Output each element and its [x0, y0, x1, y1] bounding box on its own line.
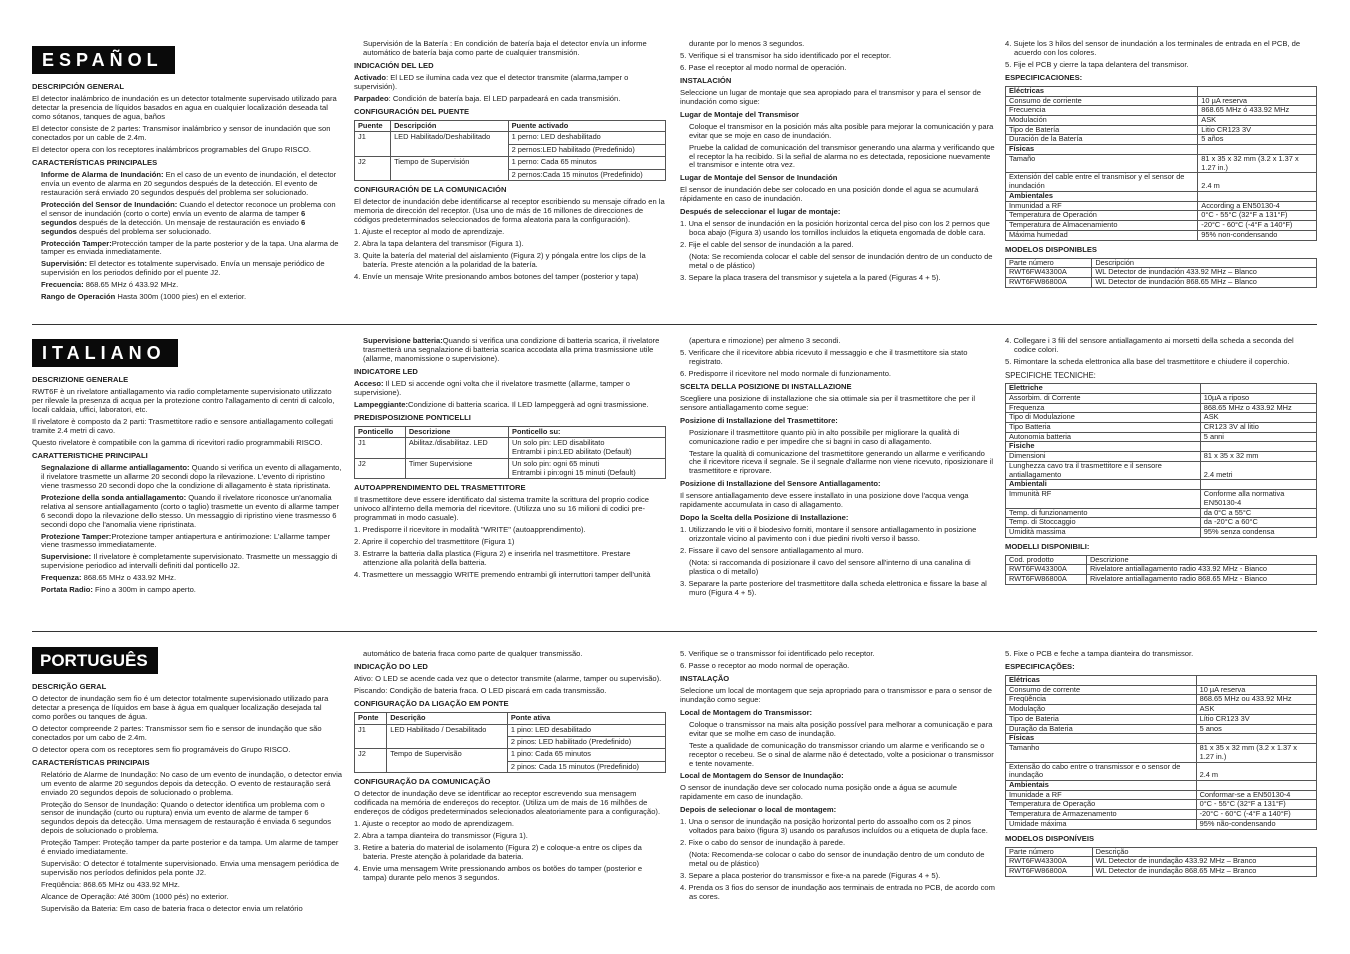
table-row: Físicas	[1006, 145, 1317, 155]
list-item: 3. Quite la batería del material del aislamiento (Figura 2) y póngala entre los clips de la batería. Preste atención a la polaridad de la batería.	[354, 251, 646, 270]
it-spec-heading: SPECIFICHE TECNICHE:	[1005, 370, 1096, 380]
it-models-heading: MODELLI DISPONIBILI:	[1005, 541, 1090, 551]
table-row: Modulação ASK	[1006, 705, 1317, 715]
table-row: Dimensioni 81 x 35 x 32 mm	[1006, 452, 1317, 462]
list-item: 1. Una el sensor de inundación en la posición horizontal cerca del piso con los 2 pernos que boca abajo (Figura 3) usando los tornillos incluidos la etiqueta engomada de doble cara.	[680, 219, 990, 238]
es-general-paragraph-1: El detector inalámbrico de inundación es un detector totalmente supervisado utilizado para detectar la presencia de líquidos basados en agua en cualquier localización deseada tal como sótanos, tanques de agua, baños	[32, 94, 337, 122]
it-spec-table	[1005, 383, 1317, 538]
table-row: Frequenza 868.65 MHz o 433.92 MHz	[1006, 403, 1317, 413]
it-feature-alarm: • Segnalazione di allarme antiallagamento: Quando si verifica un evento di allagamento, il rivelatore trasmette un allarme 20 secondi dopo la rilevazione. L'evento di ripristino viene trasmesso 20 secondi dopo che la condizione di allagamento è stata ripristinata.	[41, 464, 342, 491]
it-feature-range: • Portata Radio: Fino a 300m in campo aperto.	[41, 586, 342, 595]
list-item: 1. Predisporre il ricevitore in modalità "WRITE" (autoapprendimento).	[354, 525, 586, 535]
section-portugues	[32, 645, 1317, 945]
list-item: 3. Separare la parte posteriore del trasmettitore dalla scheda elettronica e fissare la base al muro (Figura 4 + 5).	[680, 578, 987, 597]
table-row: Duración de la Batería 5 años	[1006, 135, 1317, 145]
es-language-title: ESPAÑOL	[32, 46, 175, 74]
table-row: Temp. di funzionamento da 0°C a 55°C	[1006, 508, 1317, 518]
list-item: 3. Retire a bateria do material de isolamento (Figura 2) e coloque-a entre os clipes da bateria. Preste atenção à polaridade da bateria.	[354, 843, 642, 862]
pt-general-paragraph-2: O detector compreende 2 partes: Transmissor sem fio e sensor de inundação que são conectados por um cabo de 2.4m.	[32, 723, 322, 742]
table-row: Tamanho 81 x 35 x 32 mm (3.2 x 1.37 x 1.27 in.)	[1006, 744, 1317, 762]
pt-jumper-table	[354, 712, 666, 774]
table-row: J2 Tempo de Supervisão 1 pino: Cada 65 minutos 2 pinos: Cada 15 minutos (Predefinido)	[355, 748, 666, 772]
pt-column-4	[1005, 645, 1317, 945]
table-row: Tipo di Modulazione ASK	[1006, 413, 1317, 423]
table-row: Máxima humedad 95% non-condensando	[1006, 230, 1317, 240]
it-general-paragraph-3: Questo rivelatore è compatibile con la gamma di ricevitori radio programmabili RISCO.	[32, 437, 323, 447]
table-header-row: Puente Descripción Puente activado	[355, 120, 666, 132]
list-item: 5. Fije el PCB y cierre la tapa delantera del transmisor.	[1005, 59, 1189, 69]
table-row: Imunidade a RF Conformar-se a EN50130-4	[1006, 790, 1317, 800]
list-item: 6. Predisporre il ricevitore nel modo normale di funzionamento.	[680, 368, 892, 378]
it-after-heading: Dopo la Scelta della Posizione di Installazione:	[680, 513, 849, 523]
table-row: Immunità RF Conforme alla normativa EN50130-4	[1006, 490, 1317, 508]
es-after-heading: Después de seleccionar el lugar de montaje:	[680, 207, 841, 217]
table-header-row: Parte número Descrição	[1006, 847, 1317, 857]
pt-models-table	[1005, 847, 1317, 877]
pt-comm-paragraph: O detector de inundação deve se identificar ao receptor escrevendo sua mensagem codificada na memória de endereços do receptor. (Utiliza um de mais de 16 milhões de endereços de códigos predeterminados selecionados aleatoriamente para a configuração).	[354, 789, 661, 817]
it-column-1	[32, 337, 342, 622]
list-item: 4. Envie uma mensagem Write pressionando ambos os botões do tamper (posterior e tampa) durante pelo menos 3 segundos.	[354, 864, 643, 883]
pt-transmitter-heading: Local de Montagem do Transmissor:	[680, 707, 813, 717]
pt-column-2	[354, 645, 666, 945]
table-row: RWT6FW86800A WL Detector de inundación 868.65 MHz – Blanco	[1006, 277, 1317, 287]
list-item: 5. Fixe o PCB e feche a tampa dianteira do transmissor.	[1005, 649, 1194, 658]
list-item: 5. Verifique se o transmissor foi identificado pelo receptor.	[680, 649, 875, 658]
pt-general-paragraph-1: O detector de inundação sem fio é um detector totalmente supervisionado utilizado para detectar a presença de líquidos em base à água em qualquer localização desejada tal como porões ou tanques de água.	[32, 694, 329, 721]
list-item: • Proteção do Sensor de Inundação: Quando o detector identifica um problema com o sensor de inundação (curto ou ruptura) envia um evento de alarme de tamper 6 segundos depois da detecção. Uma mensagem de restauração é enviada 6 segundos depois de solucionado o problema.	[41, 801, 342, 837]
table-header-row: Ponte Descrição Ponte ativa	[355, 712, 666, 724]
section-divider	[32, 324, 1317, 325]
table-header-row: Parte número Descripción	[1006, 258, 1317, 268]
table-row: Tamaño 81 x 35 x 32 mm (3.2 x 1.37 x 1.27 in.)	[1006, 154, 1317, 172]
table-row: Temperatura de Operación 0°C - 55°C (32°F a 131°F)	[1006, 211, 1317, 221]
list-item: • Proteção Tamper: Proteção tamper da parte posterior e da tampa. Um alarme de tamper é enviado imediatamente.	[41, 839, 342, 857]
pt-features-heading: CARACTERÍSTICAS PRINCIPAIS	[32, 757, 150, 767]
es-led-blink: Parpadeo: Condición de batería baja. El LED parpadeará en cada transmisión.	[354, 93, 621, 103]
table-row: Duração da Bateria 5 anos	[1006, 724, 1317, 734]
es-step-continuation: durante por lo menos 3 segundos.	[689, 40, 805, 48]
list-item: 5. Verifique si el transmisor ha sido identificado por el receptor.	[680, 50, 892, 60]
it-learn-steps	[354, 526, 666, 580]
es-transmitter-heading: Lugar de Montaje del Transmisor	[680, 109, 799, 119]
list-item: • Coloque el transmisor en la posición más alta posible para mejorar la comunicación y para evitar que se moje en caso de inundación.	[689, 123, 998, 141]
es-feature-range: • Rango de Operación Hasta 300m (1000 pies) en el exterior.	[41, 293, 342, 302]
it-transmitter-heading: Posizione di Installazione del Trasmettitore:	[680, 415, 838, 425]
it-learn-heading: AUTOAPPRENDIMENTO DEL TRASMETTITORE	[354, 483, 526, 493]
it-install-paragraph: Scegliere una posizione di installazione che sia ottimale sia per il trasmettitore che per il sensore antiallagamento come segue:	[680, 393, 976, 412]
list-item: 6. Pase el receptor al modo normal de operación.	[680, 62, 847, 72]
es-battery-supervision: • Supervisión de la Batería : En condición de batería baja el detector envía un informe automático de batería baja como parte de cualquier transmisión.	[363, 40, 666, 58]
list-item: 2. Fissare il cavo del sensore antiallagamento al muro.	[680, 546, 864, 556]
es-feature-sensor-protection: • Protección del Sensor de Inundación: Cuando el detector reconoce un problema con el sensor de inundación (corto o corte) envía un evento de alarma de tamper 6 segundos después de la detección. Un mensaje de restauración es enviado 6 segundos después del problema ser solucionado.	[41, 201, 342, 237]
es-spec-table	[1005, 86, 1317, 241]
list-item: 3. Separe a placa posterior do transmissor e fixe-a na parede (Figuras 4 + 5).	[680, 871, 941, 881]
list-item: • Supervisão: O detector é totalmente supervisionado. Envia uma mensagem periódica de supervisão nos períodos definidos pela ponte J2.	[41, 860, 342, 878]
es-models-heading: MODELOS DISPONIBLES	[1005, 244, 1097, 254]
es-install-paragraph: Seleccione un lugar de montaje que sea apropiado para el transmisor y para el sensor de inundación como sigue:	[680, 87, 981, 106]
es-comm-paragraph: El detector de inundación debe identificarse al receptor escribiendo su mensaje cifrado en la memoria de dirección del receptor. (Usa uno de más de 16 millones de direcciones de códigos predeterminados seleccionados de forma aleatoria para la configuración).	[354, 197, 665, 225]
table-row: J1 LED Habilitado / Desabilitado 1 pino: LED desabilitado 2 pinos: LED habilitado (Predefinido)	[355, 724, 666, 748]
it-sensor-paragraph: Il sensore antiallagamento deve essere installato in una posizione dove l'acqua venga rapidamente accumulata in caso di allagamento.	[680, 491, 969, 510]
pt-general-heading: DESCRIÇÃO GERAL	[32, 682, 107, 692]
list-item: 2. Abra la tapa delantera del transmisor (Figura 1).	[354, 239, 524, 249]
it-jumper-table	[354, 426, 666, 480]
table-row: Temp. di Stoccaggio da -20°C a 60°C	[1006, 518, 1317, 528]
table-row: Ambientais	[1006, 780, 1317, 790]
list-item: 6. Passe o receptor ao modo normal de operação.	[680, 660, 850, 670]
pt-sensor-paragraph: O sensor de inundação deve ser colocado numa posição onde a água se acumule rapidamente em caso de inundação.	[680, 783, 957, 802]
table-row: Consumo de corrente 10 µA reserva	[1006, 685, 1317, 695]
table-header-row: Cod. prodotto Descrizione	[1006, 555, 1317, 565]
pt-install-paragraph: Selecione um local de montagem que seja apropriado para o transmissor e para o sensor de inundação como segue:	[680, 685, 992, 704]
list-item: • Teste a qualidade de comunicação do transmissor criando um alarme e verificando se o receptor o recebeu. Se o sinal de alarme não é detectado, volte a posicionar o transmissor e tente novamente.	[689, 742, 998, 769]
table-row: Extensión del cable entre el transmisor y el sensor de inundación 2.4 m	[1006, 173, 1317, 191]
list-item: 2. Aprire il coperchio del trasmettitore (Figura 1)	[354, 537, 515, 547]
it-column-4	[1005, 337, 1317, 622]
table-row: Modulación ASK	[1006, 116, 1317, 126]
table-row: Ambientali	[1006, 480, 1317, 490]
it-feature-probe-protection: • Protezione della sonda antiallagamento: Quando il rivelatore riconosce un'anomalia relativa al sensore antiallagamento (corto o taglio) trasmette un evento di allarme tamper 6 secondi dopo la rilevazione dello stesso. Un messaggio di ripristino viene trasmesso 6 secondi dopo che l'anomalia viene ripristinata.	[41, 494, 342, 530]
list-item: • Testare la qualità di comunicazione del trasmettitore generando un allarme e verificando che il ricevitore riceva il segnale. Se il segnale d'allarme non viene ricevuto, riposizionare il trasmettitore e riprovare.	[689, 450, 998, 477]
es-general-heading: DESCRIPCIÓN GENERAL	[32, 82, 124, 92]
es-feature-supervision: • Supervisión: El detector es totalmente supervisado. Envía un mensaje periódico de supervisión en los periodos definido por el puente J2.	[41, 260, 342, 278]
list-item: • Freqüência: 868.65 MHz ou 433.92 MHz.	[41, 881, 342, 890]
it-battery-supervision: • Supervisione batteria:Quando si verifica una condizione di batteria scarica, il rivelatore trasmetterà una segnalazione di batteria scarica accodata alla prima trasmissione utile (allarme, manomissione o supervisione).	[363, 337, 666, 364]
table-row: Tipo de Bateria Lítio CR123 3V	[1006, 714, 1317, 724]
pt-comm-steps	[354, 820, 666, 883]
list-item: • Coloque o transmissor na mais alta posição possível para melhorar a comunicação e para evitar que se molhe em caso de inundação.	[689, 721, 998, 739]
es-column-4	[1005, 40, 1317, 320]
it-led-on: Acceso: Il LED si accende ogni volta che il rivelatore trasmette (allarme, tamper o supervisione).	[354, 378, 631, 397]
list-item: 4. Prenda os 3 fios do sensor de inundação aos terminais de entrada no PCB, de acordo com as cores.	[680, 883, 995, 901]
table-row: Assorbim. di Corrente 10µA a riposo	[1006, 393, 1317, 403]
section-italiano	[32, 337, 1317, 622]
pt-after-heading: Depois de selecionar o local de montagem:	[680, 805, 837, 815]
table-row: J1 LED Habilitado/Deshabilitado 1 perno: LED deshabilitado 2 pernos:LED habilitado (Predefinido)	[355, 132, 666, 156]
pt-led-blink: Piscando: Condição de bateria fraca. O LED piscará em cada transmissão.	[354, 685, 607, 695]
list-item: 3. Estrarre la batteria dalla plastica (Figura 2) e inserirla nel trasmettitore. Prestare attenzione alla polarità della batteria.	[354, 549, 631, 567]
it-led-heading: INDICATORE LED	[354, 366, 418, 376]
it-general-paragraph-1: RWT6F è un rivelatore antiallagamento via radio completamente supervisionato utilizzato per rilevale la presenza di acqua per la protezione contro l'allagamento di centri di calcolo, locali caldaia, uffici, laboratori, etc.	[32, 387, 335, 415]
pt-led-on: Ativo: O LED se acende cada vez que o detector transmite (alarme, tamper ou supervisão).	[354, 673, 662, 683]
list-item: 1. Ajuste o receptor ao modo de aprendizagem.	[354, 819, 514, 829]
es-general-paragraph-2: El detector consiste de 2 partes: Transmisor inalámbrico y sensor de inundación que son conectados por un cable de 2.4m.	[32, 124, 331, 142]
pt-cable-note: (Nota: Recomenda-se colocar o cabo do sensor de inundação dentro de um conduto de metal ou de plástico)	[689, 850, 985, 869]
list-item: 5. Rimontare la scheda elettronica alla base del trasmettitore e chiudere il coperchio.	[1005, 356, 1290, 366]
table-row: Temperatura de Armazenamento -20°C - 60°C (-4°F a 140°F)	[1006, 810, 1317, 820]
es-models-table	[1005, 258, 1317, 288]
it-feature-tamper: • Protezione Tamper:Protezione tamper antiapertura e antirimozione: L'allarme tamper viene trasmesso immediatamente.	[41, 533, 342, 551]
table-header-row: Ponticello Descrizione Ponticello su:	[355, 426, 666, 438]
es-comm-steps	[354, 228, 666, 282]
pt-column-3	[680, 645, 998, 945]
es-feature-flood-alarm: • Informe de Alarma de Inundación: En el caso de un evento de inundación, el detector envía un evento de alarma en 20 segundos después de la detección. El evento de restauración será enviado 20 segundos después del problema ser solucionado.	[41, 171, 342, 198]
table-row: Freqüência 868.65 MHz ou 433.92 MHz	[1006, 695, 1317, 705]
list-item: • Supervisão da Bateria: Em caso de bateria fraca o detector envia um relatório	[41, 905, 342, 914]
list-item: • Relatório de Alarme de Inundação: No caso de um evento de inundação, o detector envia um evento de alarme 20 segundos depois da detecção. O evento de restauração será enviado 20 segundos depois de solucionado o problema.	[41, 771, 342, 798]
pt-general-paragraph-3: O detector opera com os receptores sem fio programáveis do Grupo RISCO.	[32, 744, 291, 754]
table-row: Físicas	[1006, 734, 1317, 744]
table-row: Lunghezza cavo tra il trasmettitore e il sensore antiallagamento 2.4 metri	[1006, 461, 1317, 479]
table-row: Frecuencia 868.65 MHz ó 433.92 MHz	[1006, 106, 1317, 116]
pt-install-heading: INSTALAÇÃO	[680, 673, 730, 683]
es-comm-heading: CONFIGURACIÓN DE LA COMUNICACIÓN	[354, 185, 507, 195]
es-sensor-heading: Lugar de Montaje del Sensor de Inundación	[680, 173, 838, 183]
pt-column-1	[32, 645, 342, 945]
list-item: 2. Fije el cable del sensor de inundación a la pared.	[680, 240, 854, 250]
list-item: 1. Una o sensor de inundação na posição horizontal perto do assoalho com os 2 pinos voltados para baixo (figura 3) usando os parafusos incluídos ou a etiqueta de dupla face.	[680, 817, 988, 836]
it-sensor-heading: Posizione di Installazione del Sensore Antiallagamento:	[680, 479, 881, 489]
it-feature-supervision: • Supervisione: Il rivelatore è completamente supervisionato. Trasmette un messaggio di supervisione periodico ad intervalli definiti dal ponticello J2.	[41, 553, 342, 571]
list-item: 4. Sujete los 3 hilos del sensor de inundación a los terminales de entrada en el PCB, de acuerdo con los colores.	[1005, 40, 1301, 57]
list-item: • Pruebe la calidad de comunicación del transmisor generando una alarma y verificando que el receptor la ha recibido. Si la señal de alarma no es detectada, reposicione nuevamente el transmisor e intente otra vez.	[689, 144, 998, 171]
it-general-heading: DESCRIZIONE GENERALE	[32, 375, 129, 385]
list-item: • Alcance de Operação: Até 300m (1000 pés) no exterior.	[41, 893, 342, 902]
pt-led-heading: INDICAÇÃO DO LED	[354, 661, 428, 671]
table-row: Consumo de corriente 10 µA reserva	[1006, 96, 1317, 106]
pt-sensor-heading: Local de Montagem do Sensor de Inundação:	[680, 771, 844, 781]
table-row: Tipo Batteria CR123 3V al litio	[1006, 422, 1317, 432]
table-row: Fisiche	[1006, 442, 1317, 452]
it-features-heading: CARATTERISTICHE PRINCIPALI	[32, 450, 148, 460]
table-row: Eléctricas	[1006, 86, 1317, 96]
table-row: Umidade máxima 95% não-condensando	[1006, 819, 1317, 829]
it-models-table	[1005, 555, 1317, 585]
it-led-blink: Lampeggiante:Condizione di batteria scarica. Il LED lampeggerà ad ogni trasmissione.	[354, 399, 649, 409]
es-column-2	[354, 40, 666, 320]
table-row: Autonomia batteria 5 anni	[1006, 432, 1317, 442]
es-features-list	[32, 171, 342, 302]
table-row: Umidità massima 95% senza condensa	[1006, 528, 1317, 538]
it-install-heading: SCELTA DELLA POSIZIONE DI INSTALLAZIONE	[680, 381, 852, 391]
section-espanol	[32, 40, 1317, 320]
table-row: Tipo de Batería Litio CR123 3V	[1006, 125, 1317, 135]
table-row: J2 Tiempo de Supervisión 1 perno: Cada 65 minutos 2 pernos:Cada 15 minutos (Predefinido)	[355, 156, 666, 180]
es-spec-heading: ESPECIFICACIONES:	[1005, 72, 1083, 82]
table-row: J2 Timer Supervisione Un solo pin: ogni 65 minuti Entrambi i pin:ogni 15 minuti (Default)	[355, 458, 666, 478]
es-column-1	[32, 40, 342, 320]
list-item: 5. Verificare che il ricevitore abbia ricevuto il messaggio e che il trasmettitore sia stato registrato.	[680, 347, 968, 366]
es-general-paragraph-3: El detector opera con los receptores inalámbricos programables del Grupo RISCO.	[32, 144, 311, 154]
list-item: 3. Separe la placa trasera del transmisor y sujetela a la pared (Figuras 4 + 5).	[680, 273, 941, 283]
pt-jumper-heading: CONFIGURAÇÃO DA LIGAÇÃO EM PONTE	[354, 698, 509, 708]
table-row: J1 Abilitaz./disabilitaz. LED Un solo pin: LED disabilitato Entrambi i pin:LED abilitato (Default)	[355, 438, 666, 458]
table-row: RWT6FW43300A WL Detector de inundación 433.92 MHz – Blanco	[1006, 268, 1317, 278]
table-row: Elettriche	[1006, 384, 1317, 394]
list-item: 2. Abra a tampa dianteira do transmissor (Figura 1).	[354, 831, 528, 841]
table-row: Temperatura de Almacenamiento -20°C - 60°C (-4°F a 140°F)	[1006, 221, 1317, 231]
pt-comm-heading: CONFIGURAÇÃO DA COMUNICAÇÃO	[354, 777, 491, 787]
it-jumper-heading: PREDISPOSIZIONE PONTICELLI	[354, 412, 471, 422]
list-item: 4. Trasmettere un messaggio WRITE premendo entrambi gli interruttori tamper dell'unità	[354, 569, 651, 579]
it-cable-note: (Nota: si raccomanda di posizionare il cavo del sensore all'interno di una canalina di plastica o di metallo)	[689, 558, 971, 577]
es-install-heading: INSTALACIÓN	[680, 75, 732, 85]
es-feature-frequency: • Frecuencia: 868.65 MHz ó 433.92 MHz.	[41, 281, 342, 290]
it-language-title: ITALIANO	[32, 339, 178, 367]
table-row: Temperatura de Operação 0°C - 55°C (32°F a 131°F)	[1006, 800, 1317, 810]
it-features-list	[32, 464, 342, 595]
list-item: 4. Envíe un mensaje Write presionando ambos botones del tamper (posterior y tapa)	[354, 271, 639, 281]
table-row: Extensão do cabo entre o transmissor e o sensor de inundação 2.4 m	[1006, 762, 1317, 780]
pt-features-list	[32, 771, 342, 914]
it-column-3	[680, 337, 998, 622]
es-cable-note: (Nota: Se recomienda colocar el cable del sensor de inundación dentro de un conducto de metal o de plástico)	[689, 252, 993, 271]
es-column-3	[680, 40, 998, 320]
pt-models-heading: MODELOS DISPONÍVEIS	[1005, 833, 1095, 843]
list-item: 1. Ajuste el receptor al modo de aprendizaje.	[354, 227, 505, 237]
it-column-2	[354, 337, 666, 622]
section-divider	[32, 631, 1317, 632]
table-row: RWT6FW43300A Rivelatore antiallagamento radio 433.92 MHz - Bianco	[1006, 565, 1317, 575]
es-led-on: Activado: El LED se ilumina cada vez que el detector transmite (alarma,tamper o supervisión).	[354, 72, 629, 91]
it-general-paragraph-2: Il rivelatore è composto da 2 parti: Trasmettitore radio e sensore antiallagamento collegati tramite 2.4 metri di cavo.	[32, 417, 333, 435]
pt-battery-continuation: automático de bateria fraca como parte de qualquer transmissão.	[363, 649, 583, 658]
list-item: 4. Collegare i 3 fili del sensore antiallagamento ai morsetti della scheda a seconda del codice colori.	[1005, 337, 1294, 354]
table-row: Elétricas	[1006, 675, 1317, 685]
es-feature-tamper: • Protección Tamper:Protección tamper de la parte posterior y de la tapa. Una alarma de tamper es enviada inmediatamente.	[41, 240, 342, 258]
table-row: RWT6FW86800A Rivelatore antiallagamento radio 868.65 MHz - Bianco	[1006, 575, 1317, 585]
list-item: 1. Utilizzando le viti o il biodesivo forniti, montare il sensore antiallagamento in posizione orizzontale vicino al pavimento con i due piedini rivolti verso il basso.	[680, 525, 977, 544]
es-sensor-paragraph: El sensor de inundación debe ser colocado en una posición donde el agua se acumulará rápidamente en caso de inundación.	[680, 185, 979, 204]
table-row: Ambientales	[1006, 191, 1317, 201]
it-learn-paragraph: Il trasmettitore deve essere identificato dal sistema tramite la scrittura del proprio codice univoco all'interno della memoria del ricevitore. (Utilizza uno su 16 milioni di codici pre-programmati in modo casuale).	[354, 495, 650, 523]
list-item: • Posizionare il trasmettitore quanto più in alto possibile per migliorare la qualità di comunicazione radio e per impedire che si bagni in caso di allagamento.	[689, 429, 998, 447]
list-item: 2. Fixe o cabo do sensor de inundação à parede.	[680, 838, 846, 848]
es-features-heading: CARACTERÍSTICAS PRINCIPALES	[32, 157, 158, 167]
pt-language-title: PORTUGUÊS	[32, 647, 158, 674]
table-row: Inmunidad a RF According a EN50130-4	[1006, 201, 1317, 211]
table-row: RWT6FW43300A WL Detector de inundação 433.92 MHz – Branco	[1006, 857, 1317, 867]
es-jumper-table	[354, 120, 666, 182]
pt-spec-table	[1005, 675, 1317, 830]
pt-spec-heading: ESPECIFICAÇÕES:	[1005, 661, 1075, 671]
it-step-continuation: (apertura e rimozione) per almeno 3 secondi.	[689, 337, 841, 345]
es-jumper-heading: CONFIGURACIÓN DEL PUENTE	[354, 106, 470, 116]
table-row: RWT6FW86800A WL Detector de inundação 868.65 MHz – Branco	[1006, 867, 1317, 877]
it-feature-frequency: • Frequenza: 868.65 MHz o 433.92 MHz.	[41, 574, 342, 583]
es-led-heading: INDICACIÓN DEL LED	[354, 60, 434, 70]
